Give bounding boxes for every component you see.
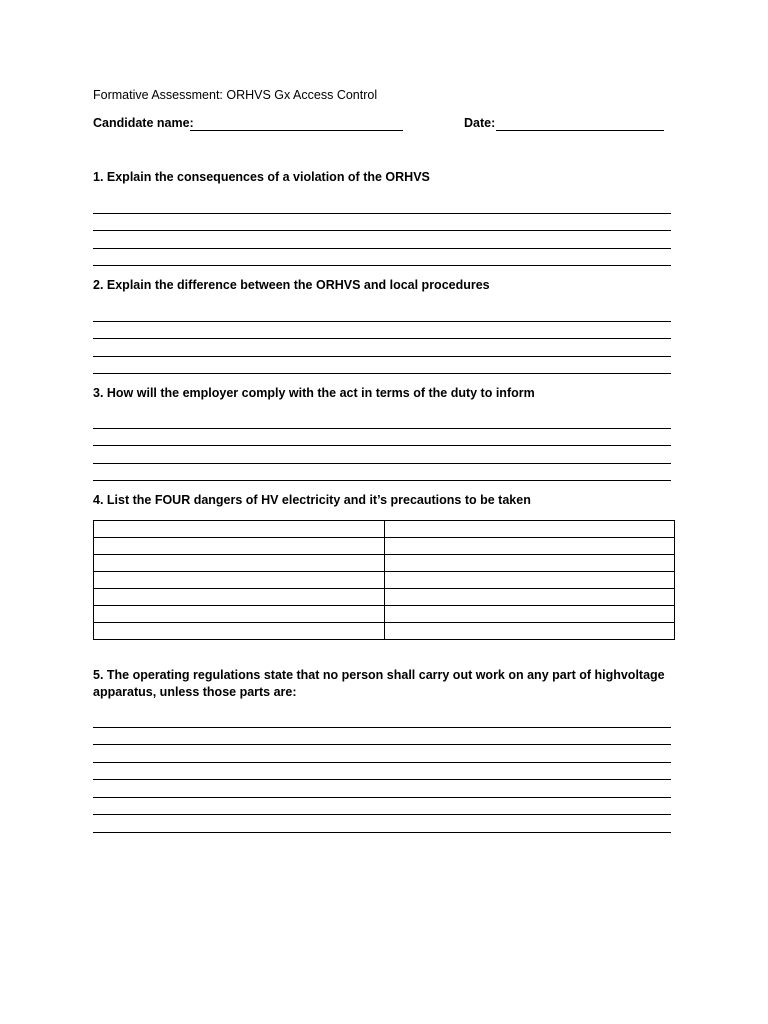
- precaution-cell[interactable]: [384, 572, 675, 589]
- danger-cell[interactable]: [94, 623, 385, 640]
- date-label: Date:: [464, 116, 496, 130]
- answer-line[interactable]: [93, 429, 671, 447]
- dangers-precautions-table: [93, 520, 675, 640]
- table-row: [94, 538, 675, 555]
- answer-line[interactable]: [93, 339, 671, 357]
- table-row: [94, 521, 675, 538]
- table-row: [94, 589, 675, 606]
- table-row: [94, 572, 675, 589]
- precaution-cell[interactable]: [384, 589, 675, 606]
- precaution-cell[interactable]: [384, 521, 675, 538]
- answer-line[interactable]: [93, 780, 671, 798]
- answer-line[interactable]: [93, 249, 671, 267]
- question-5-answer-area[interactable]: [93, 710, 671, 833]
- answer-line[interactable]: [93, 357, 671, 375]
- question-5-text: 5. The operating regulations state that no person shall carry out work on any part of highvoltage apparatus, unless those parts are:: [93, 668, 665, 699]
- answer-line[interactable]: [93, 464, 671, 482]
- danger-cell[interactable]: [94, 555, 385, 572]
- candidate-name-field[interactable]: [190, 130, 403, 131]
- question-1-answer-area[interactable]: [93, 196, 671, 266]
- date-field[interactable]: [496, 130, 664, 131]
- question-2-answer-area[interactable]: [93, 304, 671, 374]
- answer-line[interactable]: [93, 231, 671, 249]
- table-row: [94, 555, 675, 572]
- danger-cell[interactable]: [94, 589, 385, 606]
- precaution-cell[interactable]: [384, 555, 675, 572]
- answer-line[interactable]: [93, 446, 671, 464]
- precaution-cell[interactable]: [384, 606, 675, 623]
- danger-cell[interactable]: [94, 572, 385, 589]
- table-row: [94, 623, 675, 640]
- precaution-cell[interactable]: [384, 538, 675, 555]
- answer-line[interactable]: [93, 763, 671, 781]
- answer-line[interactable]: [93, 322, 671, 340]
- answer-line[interactable]: [93, 798, 671, 816]
- candidate-name-label: Candidate name:: [93, 116, 194, 130]
- question-1-text: 1. Explain the consequences of a violation of the ORHVS: [93, 170, 430, 184]
- answer-line[interactable]: [93, 745, 671, 763]
- danger-cell[interactable]: [94, 606, 385, 623]
- question-4-text: 4. List the FOUR dangers of HV electricity and it’s precautions to be taken: [93, 493, 531, 507]
- question-2-text: 2. Explain the difference between the ORHVS and local procedures: [93, 278, 490, 292]
- danger-cell[interactable]: [94, 538, 385, 555]
- table-row: [94, 606, 675, 623]
- answer-line[interactable]: [93, 728, 671, 746]
- question-3-answer-area[interactable]: [93, 411, 671, 481]
- answer-line[interactable]: [93, 196, 671, 214]
- danger-cell[interactable]: [94, 521, 385, 538]
- precaution-cell[interactable]: [384, 623, 675, 640]
- answer-line[interactable]: [93, 214, 671, 232]
- answer-line[interactable]: [93, 710, 671, 728]
- answer-line[interactable]: [93, 304, 671, 322]
- answer-line[interactable]: [93, 815, 671, 833]
- question-3-text: 3. How will the employer comply with the act in terms of the duty to inform: [93, 386, 535, 400]
- page-title: Formative Assessment: ORHVS Gx Access Control: [93, 88, 378, 102]
- answer-line[interactable]: [93, 411, 671, 429]
